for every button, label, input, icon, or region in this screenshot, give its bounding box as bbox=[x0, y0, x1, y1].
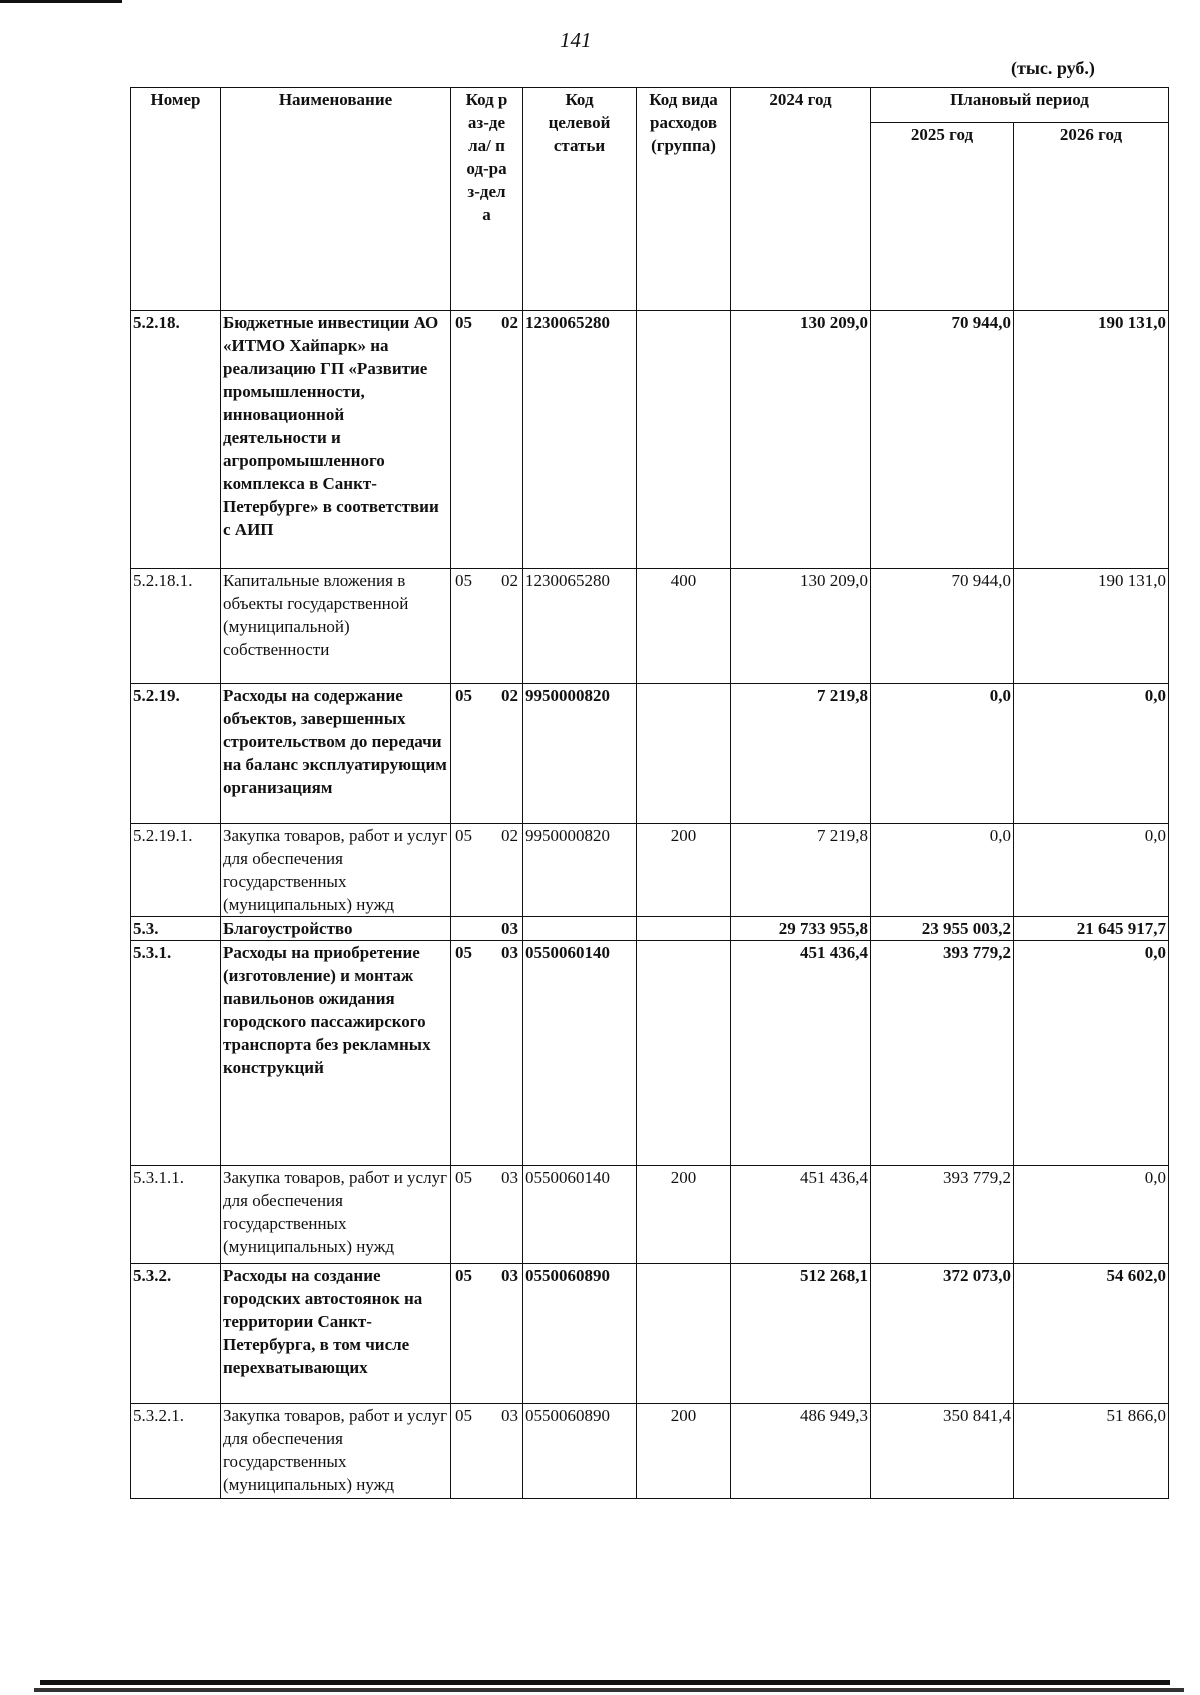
row-razdel: 05 bbox=[455, 1168, 472, 1187]
row-target-code: 9950000820 bbox=[523, 824, 637, 917]
row-amount-2025: 70 944,0 bbox=[871, 311, 1014, 569]
row-podrazdel: 03 bbox=[501, 1406, 518, 1425]
row-number: 5.2.18. bbox=[131, 311, 221, 569]
row-amount-2024: 29 733 955,8 bbox=[731, 917, 871, 941]
row-section-code bbox=[451, 824, 523, 917]
header-target-code: Код целевой статьи bbox=[523, 88, 637, 311]
row-number: 5.3.2.1. bbox=[131, 1404, 221, 1499]
header-expense-type: Код вида расходов (группа) bbox=[637, 88, 731, 311]
table-row bbox=[131, 311, 1169, 569]
row-amount-2024: 130 209,0 bbox=[731, 311, 871, 569]
budget-table bbox=[130, 87, 1169, 1499]
row-target-code bbox=[523, 917, 637, 941]
row-name: Расходы на приобретение (изготовление) и монтаж павильонов ожидания городского пассажирского транспорта без рекламных конструкций bbox=[221, 941, 451, 1166]
row-podrazdel: 03 bbox=[501, 919, 518, 938]
row-amount-2026: 54 602,0 bbox=[1014, 1264, 1169, 1404]
row-name: Капитальные вложения в объекты государственной (муниципальной) собственности bbox=[221, 569, 451, 684]
row-section-code bbox=[451, 569, 523, 684]
row-amount-2025: 393 779,2 bbox=[871, 1166, 1014, 1264]
row-target-code: 1230065280 bbox=[523, 569, 637, 684]
row-expense-type bbox=[637, 311, 731, 569]
row-number: 5.2.18.1. bbox=[131, 569, 221, 684]
header-year-2025: 2025 год bbox=[871, 123, 1014, 311]
row-section-code bbox=[451, 917, 523, 941]
row-amount-2024: 7 219,8 bbox=[731, 684, 871, 824]
row-razdel: 05 bbox=[455, 1266, 472, 1285]
row-amount-2025: 0,0 bbox=[871, 824, 1014, 917]
row-amount-2024: 130 209,0 bbox=[731, 569, 871, 684]
row-amount-2026: 0,0 bbox=[1014, 824, 1169, 917]
row-section-code bbox=[451, 684, 523, 824]
row-number: 5.3.1.1. bbox=[131, 1166, 221, 1264]
row-razdel: 05 bbox=[455, 686, 472, 705]
row-name: Закупка товаров, работ и услуг для обеспечения государственных (муниципальных) нужд bbox=[221, 824, 451, 917]
bottom-rule bbox=[40, 1680, 1170, 1685]
row-number: 5.2.19. bbox=[131, 684, 221, 824]
row-target-code: 0550060140 bbox=[523, 1166, 637, 1264]
row-razdel: 05 bbox=[455, 826, 472, 845]
row-target-code: 0550060890 bbox=[523, 1264, 637, 1404]
table-row bbox=[131, 1404, 1169, 1499]
header-year-2024: 2024 год bbox=[731, 88, 871, 311]
row-section-code bbox=[451, 941, 523, 1166]
header-year-2026: 2026 год bbox=[1014, 123, 1169, 311]
header-section-code: Код раз-дела/ под-раз-дела bbox=[451, 88, 523, 311]
row-expense-type bbox=[637, 941, 731, 1166]
row-expense-type bbox=[637, 684, 731, 824]
row-amount-2026: 190 131,0 bbox=[1014, 569, 1169, 684]
row-amount-2026: 21 645 917,7 bbox=[1014, 917, 1169, 941]
row-target-code: 9950000820 bbox=[523, 684, 637, 824]
table-row bbox=[131, 569, 1169, 684]
row-name: Расходы на содержание объектов, завершенных строительством до передачи на баланс эксплуатирующим организациям bbox=[221, 684, 451, 824]
row-expense-type bbox=[637, 1264, 731, 1404]
row-number: 5.2.19.1. bbox=[131, 824, 221, 917]
row-razdel: 05 bbox=[455, 571, 472, 590]
bottom-rule-shadow bbox=[34, 1688, 1184, 1692]
table-row bbox=[131, 684, 1169, 824]
row-name: Закупка товаров, работ и услуг для обеспечения государственных (муниципальных) нужд bbox=[221, 1166, 451, 1264]
row-amount-2024: 451 436,4 bbox=[731, 941, 871, 1166]
row-amount-2026: 190 131,0 bbox=[1014, 311, 1169, 569]
row-podrazdel: 02 bbox=[501, 313, 518, 332]
row-podrazdel: 03 bbox=[501, 1266, 518, 1285]
row-section-code bbox=[451, 1264, 523, 1404]
row-amount-2025: 350 841,4 bbox=[871, 1404, 1014, 1499]
table-body bbox=[131, 311, 1169, 1499]
row-podrazdel: 02 bbox=[501, 571, 518, 590]
row-target-code: 0550060890 bbox=[523, 1404, 637, 1499]
row-amount-2026: 0,0 bbox=[1014, 1166, 1169, 1264]
row-razdel: 05 bbox=[455, 943, 472, 962]
row-amount-2024: 451 436,4 bbox=[731, 1166, 871, 1264]
table-row bbox=[131, 1166, 1169, 1264]
row-amount-2025: 23 955 003,2 bbox=[871, 917, 1014, 941]
top-left-rule bbox=[0, 0, 122, 3]
row-expense-type: 400 bbox=[637, 569, 731, 684]
row-amount-2026: 0,0 bbox=[1014, 941, 1169, 1166]
header-planned-period: Плановый период bbox=[871, 88, 1169, 123]
row-amount-2024: 512 268,1 bbox=[731, 1264, 871, 1404]
row-number: 5.3.1. bbox=[131, 941, 221, 1166]
row-razdel: 05 bbox=[455, 1406, 472, 1425]
row-section-code bbox=[451, 1404, 523, 1499]
row-amount-2025: 393 779,2 bbox=[871, 941, 1014, 1166]
row-number: 5.3. bbox=[131, 917, 221, 941]
row-name: Расходы на создание городских автостоянок на территории Санкт-Петербурга, в том числе перехватывающих bbox=[221, 1264, 451, 1404]
table-row bbox=[131, 941, 1169, 1166]
units-label: (тыс. руб.) bbox=[1011, 58, 1095, 78]
row-name: Закупка товаров, работ и услуг для обеспечения государственных (муниципальных) нужд bbox=[221, 1404, 451, 1499]
row-amount-2025: 70 944,0 bbox=[871, 569, 1014, 684]
row-target-code: 0550060140 bbox=[523, 941, 637, 1166]
row-amount-2026: 51 866,0 bbox=[1014, 1404, 1169, 1499]
row-razdel: 05 bbox=[455, 313, 472, 332]
row-amount-2025: 0,0 bbox=[871, 684, 1014, 824]
header-name: Наименование bbox=[221, 88, 451, 311]
table-row bbox=[131, 1264, 1169, 1404]
row-expense-type: 200 bbox=[637, 824, 731, 917]
row-podrazdel: 03 bbox=[501, 1168, 518, 1187]
row-expense-type: 200 bbox=[637, 1166, 731, 1264]
row-amount-2024: 486 949,3 bbox=[731, 1404, 871, 1499]
table-row bbox=[131, 917, 1169, 941]
row-section-code bbox=[451, 311, 523, 569]
row-podrazdel: 02 bbox=[501, 826, 518, 845]
row-target-code: 1230065280 bbox=[523, 311, 637, 569]
page-number: 141 bbox=[560, 28, 592, 52]
row-name: Благоустройство bbox=[221, 917, 451, 941]
row-name: Бюджетные инвестиции АО «ИТМО Хайпарк» на реализацию ГП «Развитие промышленности, инновационной деятельности и агропромышленного комплекса в Санкт-Петербурге» в соответствии с АИП bbox=[221, 311, 451, 569]
row-amount-2026: 0,0 bbox=[1014, 684, 1169, 824]
row-expense-type: 200 bbox=[637, 1404, 731, 1499]
row-podrazdel: 02 bbox=[501, 686, 518, 705]
header-number: Номер bbox=[131, 88, 221, 311]
table-row bbox=[131, 824, 1169, 917]
row-amount-2025: 372 073,0 bbox=[871, 1264, 1014, 1404]
row-expense-type bbox=[637, 917, 731, 941]
row-podrazdel: 03 bbox=[501, 943, 518, 962]
row-amount-2024: 7 219,8 bbox=[731, 824, 871, 917]
row-section-code bbox=[451, 1166, 523, 1264]
row-number: 5.3.2. bbox=[131, 1264, 221, 1404]
